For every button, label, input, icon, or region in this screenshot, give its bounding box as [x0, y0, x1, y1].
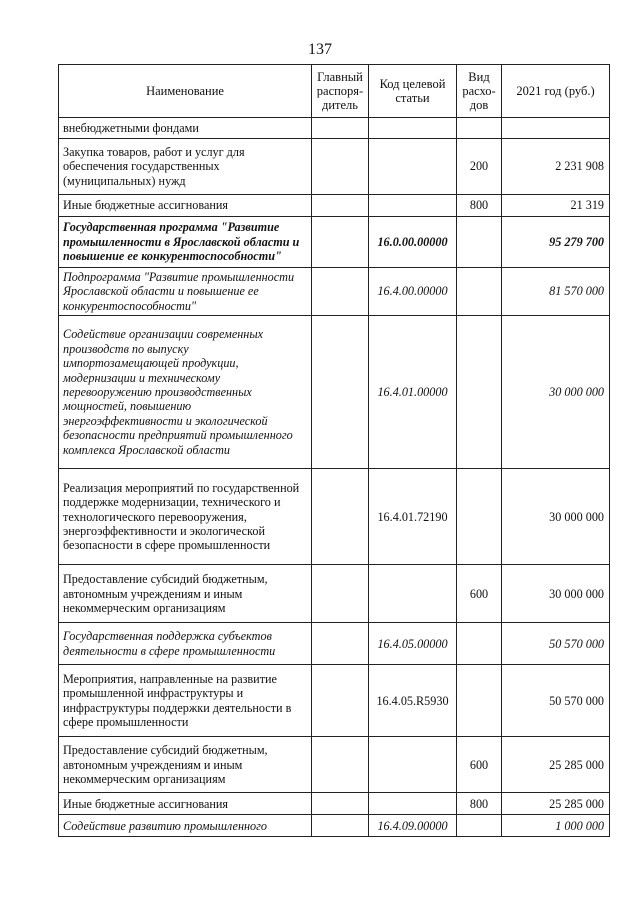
row-name-cell: Предоставление субсидий бюджетным, автономным учреждениям и иным некоммерческим организациям [59, 565, 312, 623]
row-name-cell: Закупка товаров, работ и услуг для обеспечения государственных (муниципальных) нужд [59, 139, 312, 195]
row-name-cell: Подпрограмма "Развитие промышленности Ярославской области и повышение ее конкурентоспособности" [59, 268, 312, 316]
row-code-cell: 16.4.01.00000 [369, 316, 457, 469]
row-amount-cell: 95 279 700 [502, 217, 610, 268]
table-row [59, 793, 610, 815]
row-expense-type-cell [457, 469, 502, 565]
row-expense-type-cell [457, 623, 502, 665]
row-amount-cell: 1 000 000 [502, 815, 610, 837]
row-code-cell [369, 118, 457, 139]
table-row [59, 623, 610, 665]
row-code-cell [369, 565, 457, 623]
row-code-cell [369, 195, 457, 217]
table-row [59, 316, 610, 469]
row-expense-type-cell [457, 815, 502, 837]
row-code-cell: 16.4.00.00000 [369, 268, 457, 316]
row-amount-cell: 30 000 000 [502, 565, 610, 623]
table-header-row [59, 65, 610, 118]
row-admin-cell [312, 217, 369, 268]
row-name-cell: Иные бюджетные ассигнования [59, 793, 312, 815]
row-admin-cell [312, 565, 369, 623]
row-code-cell: 16.4.09.00000 [369, 815, 457, 837]
header-amount: 2021 год (руб.) [502, 65, 610, 118]
table-row [59, 195, 610, 217]
row-name-cell: Государственная программа "Развитие промышленности в Ярославской области и повышение ее конкурентоспособности" [59, 217, 312, 268]
header-admin: Главный распоря-дитель [312, 65, 369, 118]
row-expense-type-cell: 200 [457, 139, 502, 195]
table-row [59, 815, 610, 837]
table-row [59, 565, 610, 623]
row-name-cell: Иные бюджетные ассигнования [59, 195, 312, 217]
row-admin-cell [312, 195, 369, 217]
row-name-cell: Мероприятия, направленные на развитие промышленной инфраструктуры и инфраструктуры поддержки деятельности в сфере промышленности [59, 665, 312, 737]
row-code-cell: 16.4.05.00000 [369, 623, 457, 665]
row-admin-cell [312, 118, 369, 139]
row-name-cell: Содействие развитию промышленного [59, 815, 312, 837]
row-expense-type-cell [457, 316, 502, 469]
row-name-cell: внебюджетными фондами [59, 118, 312, 139]
row-amount-cell: 2 231 908 [502, 139, 610, 195]
row-expense-type-cell [457, 665, 502, 737]
header-expense-type: Вид расхо-дов [457, 65, 502, 118]
row-expense-type-cell [457, 217, 502, 268]
row-expense-type-cell [457, 118, 502, 139]
table-row [59, 139, 610, 195]
row-amount-cell: 21 319 [502, 195, 610, 217]
row-amount-cell: 25 285 000 [502, 793, 610, 815]
row-amount-cell: 25 285 000 [502, 737, 610, 793]
header-code: Код целевой статьи [369, 65, 457, 118]
row-amount-cell: 81 570 000 [502, 268, 610, 316]
row-amount-cell: 50 570 000 [502, 665, 610, 737]
row-amount-cell: 50 570 000 [502, 623, 610, 665]
row-code-cell [369, 139, 457, 195]
row-amount-cell: 30 000 000 [502, 316, 610, 469]
budget-table [58, 64, 610, 837]
row-admin-cell [312, 623, 369, 665]
row-code-cell [369, 737, 457, 793]
table-row [59, 469, 610, 565]
row-admin-cell [312, 268, 369, 316]
row-code-cell [369, 793, 457, 815]
table-row [59, 217, 610, 268]
row-expense-type-cell: 600 [457, 737, 502, 793]
row-expense-type-cell [457, 268, 502, 316]
row-code-cell: 16.4.05.R5930 [369, 665, 457, 737]
row-admin-cell [312, 469, 369, 565]
row-expense-type-cell: 800 [457, 793, 502, 815]
row-admin-cell [312, 316, 369, 469]
row-name-cell: Содействие организации современных производств по выпуску импортозамещающей продукции, модернизации и техническому перевооружению производственных мощностей, повышению энергоэффективности и экологической безопасности предприятий промышленного комплекса Ярославской области [59, 316, 312, 469]
row-name-cell: Предоставление субсидий бюджетным, автономным учреждениям и иным некоммерческим организациям [59, 737, 312, 793]
row-admin-cell [312, 139, 369, 195]
row-admin-cell [312, 815, 369, 837]
row-name-cell: Реализация мероприятий по государственной поддержке модернизации, технического и технологического перевооружения, энергоэффективности и экологической безопасности в сфере промышленности [59, 469, 312, 565]
row-code-cell: 16.0.00.00000 [369, 217, 457, 268]
table-row [59, 737, 610, 793]
row-admin-cell [312, 737, 369, 793]
row-code-cell: 16.4.01.72190 [369, 469, 457, 565]
table-row [59, 118, 610, 139]
table-row [59, 268, 610, 316]
row-name-cell: Государственная поддержка субъектов деятельности в сфере промышленности [59, 623, 312, 665]
table-body [59, 118, 610, 837]
row-amount-cell: 30 000 000 [502, 469, 610, 565]
row-amount-cell [502, 118, 610, 139]
header-name: Наименование [59, 65, 312, 118]
row-expense-type-cell: 800 [457, 195, 502, 217]
row-admin-cell [312, 793, 369, 815]
row-admin-cell [312, 665, 369, 737]
page-number: 137 [308, 41, 332, 58]
table-row [59, 665, 610, 737]
row-expense-type-cell: 600 [457, 565, 502, 623]
